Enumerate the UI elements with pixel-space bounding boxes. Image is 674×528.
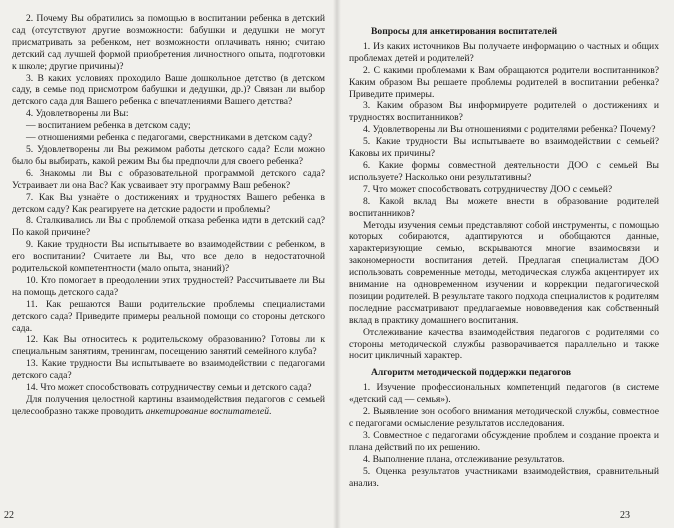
monitoring-paragraph: Отслеживание качества взаимодействия педагогов с родителями со стороны методической службы разворачивается параллельно и также носит цикличный характер. — [349, 326, 659, 362]
parent-question-9: 9. Какие трудности Вы испытываете во взаимодействии с ребенком, в его воспитании? Считаете ли Вы, что все дело в недостаточной родительской компетентности (мало опыта, знаний)? — [12, 239, 325, 275]
closing-paragraph-end: . — [269, 405, 272, 417]
parent-question-12: 12. Как Вы относитесь к родительскому образованию? Готовы ли к специальным занятиям, тренингам, посещению занятий семейного клуба? — [12, 334, 325, 358]
algorithm-step-4: 4. Выполнение плана, отслеживание результатов. — [363, 453, 565, 465]
teacher-question-6: 6. Какие формы совместной деятельности ДОО с семьей Вы используете? Насколько они результативны? — [349, 159, 659, 183]
parent-question-10: 10. Кто помогает в преодолении этих трудностей? Рассчитываете ли Вы на помощь детского сада? — [12, 274, 325, 298]
teacher-question-5: 5. Какие трудности Вы испытываете во взаимодействии с семьей? Каковы их причины? — [349, 136, 659, 160]
page-number-left: 22 — [4, 510, 14, 522]
methods-paragraph: Методы изучения семьи представляют собой инструменты, с помощью которых собираются, адаптируются и обобщаются данные, характеризующие семью, вскрываются многие взаимосвязи и закономерности воспитания детей. Предлагая специалистам ДОО использовать современные методы, методическая служба акцентирует их внимание на одновременном изучении и коррекции педагогической позиции родителей. В результате такого подхода специалистов к родителям последние рассматривают предлагаемые нововведения как собственный вклад в практику домашнего воспитания. — [349, 219, 659, 326]
teacher-question-1: 1. Из каких источников Вы получаете информацию о частных и общих проблемах детей и родителей? — [349, 40, 659, 64]
algorithm-step-2: 2. Выявление зон особого внимания методической службы, совместное с педагогами осмысление результатов исследования. — [349, 406, 659, 429]
closing-paragraph — [12, 394, 325, 418]
parent-question-4: 4. Удовлетворены ли Вы: — [26, 108, 129, 120]
algorithm-step-5: 5. Оценка результатов участниками взаимодействия, сравнительный анализ. — [349, 465, 659, 489]
right-page — [337, 0, 674, 528]
parent-question-8: 8. Сталкивались ли Вы с проблемой отказа ребенка идти в детский сад? По какой причине? — [12, 215, 325, 239]
page-number-right: 23 — [620, 510, 630, 522]
teacher-question-7: 7. Что может способствовать сотрудничеству ДОО с семьей? — [363, 183, 613, 195]
parent-question-11: 11. Как решаются Ваши родительские проблемы специалистами детского сада? Приведите примеры реальной помощи со стороны детского сада. — [12, 298, 325, 334]
parent-question-5: 5. Удовлетворены ли Вы режимом работы детского сада? Если можно было бы выбирать, какой режим Вы бы предпочли для своего ребенка? — [12, 143, 325, 167]
parent-question-4-option-a: — воспитанием ребенка в детском саду; — [26, 120, 191, 132]
parent-question-13: 13. Какие трудности Вы испытываете во взаимодействии с педагогами детского сада? — [12, 358, 325, 382]
parent-question-4-option-b: — отношениями ребенка с педагогами, сверстниками в детском саду? — [26, 132, 313, 144]
teacher-question-4: 4. Удовлетворены ли Вы отношениями с родителями ребенка? Почему? — [363, 124, 656, 136]
teacher-question-8: 8. Какой вклад Вы можете внести в образование родителей воспитанников? — [349, 195, 659, 219]
parent-question-3: 3. В каких условиях проходило Ваше дошкольное детство (в детском саду, в семье под присмотром бабушки и дедушки, др.)? Связан ли выбор детского сада для Вашего ребенка с впечатлениями Вашего детства? — [12, 72, 325, 108]
parent-question-6: 6. Знакомы ли Вы с образовательной программой детского сада? Устраивает ли она Вас? Как усваивает эту программу Ваш ребенок? — [12, 167, 325, 191]
teacher-question-3: 3. Каким образом Вы информируете родителей о достижениях и трудностях воспитанников? — [349, 100, 659, 124]
closing-paragraph-lead: Для получения целостной картины взаимодействия педагогов с семьей целесообразно также проводить — [12, 394, 325, 417]
heading-support-algorithm: Алгоритм методической поддержки педагогов — [371, 367, 572, 379]
parent-question-14: 14. Что может способствовать сотрудничеству семьи и детского сада? — [26, 382, 312, 394]
algorithm-step-1: 1. Изучение профессиональных компетенций педагогов (в системе «детский сад — семья»). — [349, 382, 659, 406]
algorithm-step-3: 3. Совместное с педагогами обсуждение проблем и создание проекта и плана действий по их решению. — [349, 429, 659, 453]
closing-paragraph-italic: анкетирование воспитателей — [145, 405, 269, 417]
parent-question-7: 7. Как Вы узнаёте о достижениях и трудностях Вашего ребенка в детском саду? Как реагируете на детские радости и проблемы? — [12, 191, 325, 215]
parent-question-2: 2. Почему Вы обратились за помощью в воспитании ребенка в детский сад (отсутствуют другие возможности: бабушки и дедушки не могут присматривать за ребенком, нет возможности оплачивать няню; считаю детский сад лучшей формой приобретения личностного опыта, подготовки к школе; другие причины)? — [12, 13, 325, 72]
teacher-question-2: 2. С какими проблемами к Вам обращаются родители воспитанников? Каким образом Вы решаете проблемы родителей в воспитании ребенка? Приведите примеры. — [349, 64, 659, 100]
heading-teacher-questionnaire: Вопросы для анкетирования воспитателей — [371, 26, 558, 37]
